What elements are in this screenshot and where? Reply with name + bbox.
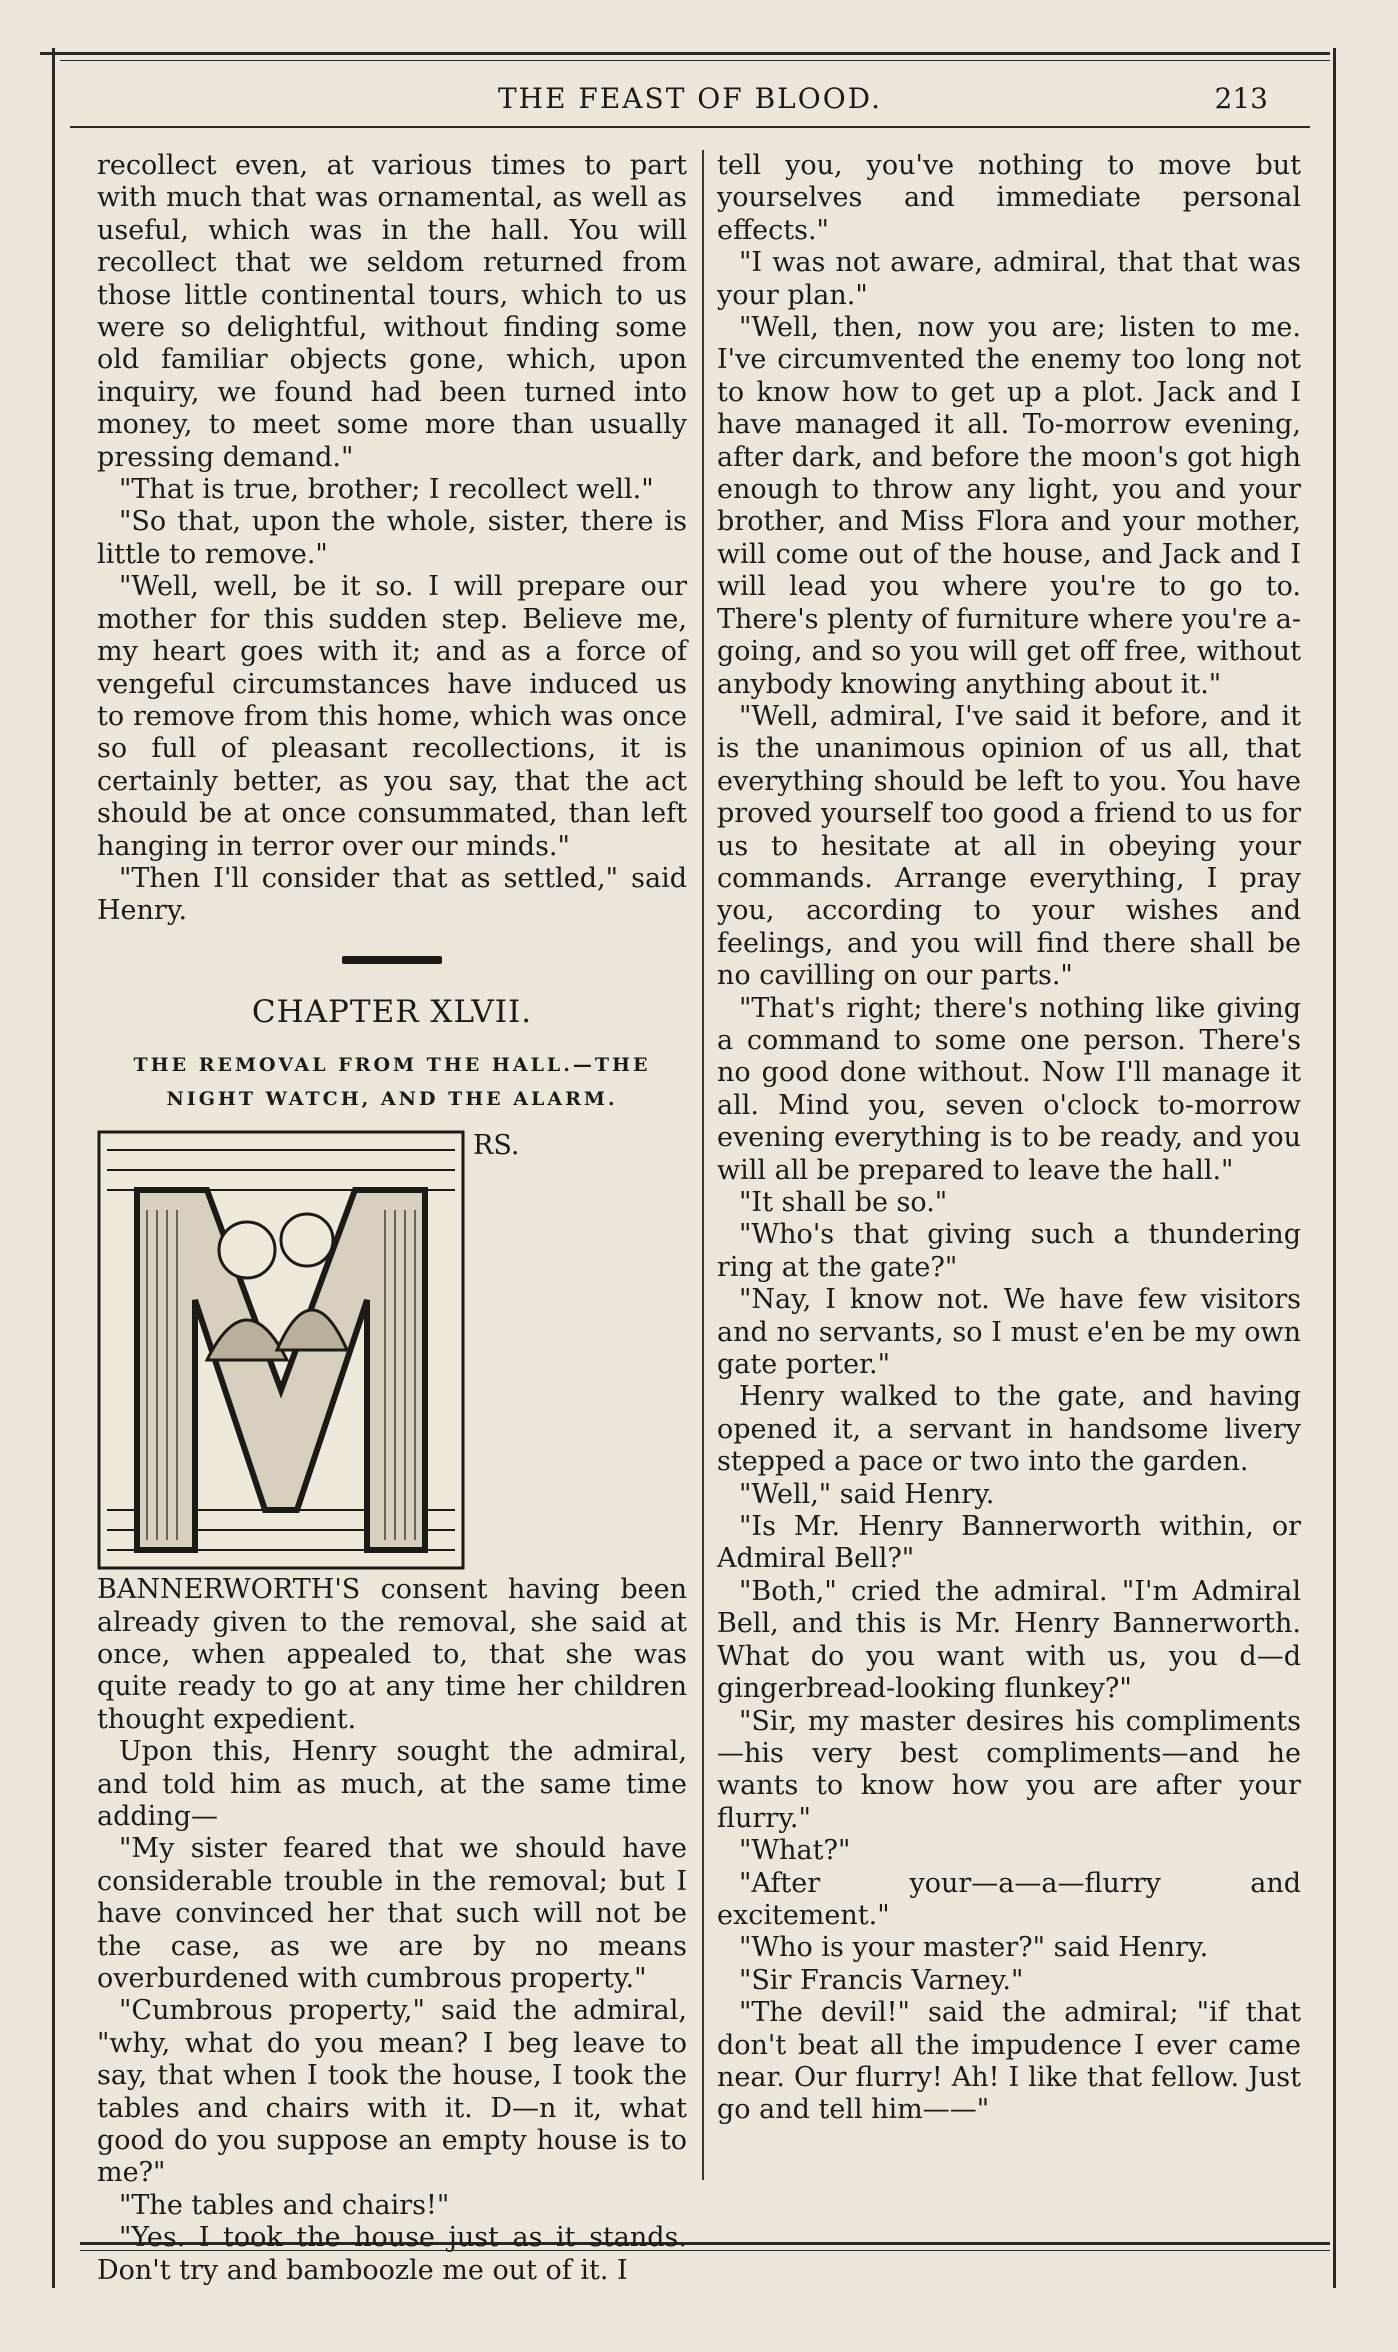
left-column bbox=[97, 150, 687, 2287]
paragraph: "Well, admiral, I've said it before, and it is the unanimous opinion of us all, that everything should be left to you. You have proved yourself too good a friend to us for us to hesitate at all in obeying your commands. Arrange everything, I pray you, according to your wishes and feelings, and you will find there shall be no cavilling on our parts." bbox=[717, 700, 1301, 992]
section-ornament bbox=[342, 956, 442, 964]
top-rule bbox=[40, 52, 1330, 55]
chapter-heading: CHAPTER XLVII. bbox=[251, 993, 533, 1030]
paragraph: "Well, well, be it so. I will prepare our mother for this sudden step. Believe me, my heart goes with it; and as a force of vengeful circumstances have induced us to remove from this home, which was once so full of pleasant recollections, it is certainly better, as you say, that the act should be at once consummated, than left hanging in terror over our minds." bbox=[97, 571, 687, 862]
page-number: 213 bbox=[1214, 82, 1268, 115]
page-header bbox=[70, 82, 1310, 128]
paragraph: "After your—a—a—flurry and excitement." bbox=[717, 1867, 1301, 1931]
illustrated-dropcap bbox=[97, 1130, 465, 1570]
paragraph: "Nay, I know not. We have few visitors and no servants, so I must e'en be my own gate porter." bbox=[717, 1284, 1301, 1381]
paragraph: "That's right; there's nothing like giving a command to some one person. There's no good done without. Now I'll manage it all. Mind you, seven o'clock to-morrow evening everything is to be ready, and you will all be prepared to leave the hall." bbox=[717, 992, 1301, 1186]
paragraph: "Who's that giving such a thundering ring at the gate?" bbox=[717, 1219, 1301, 1283]
paragraph: "Then I'll consider that as settled," said Henry. bbox=[97, 862, 687, 927]
paragraph: "My sister feared that we should have considerable trouble in the removal; but I have convinced her that such will not be the case, as we are by no means overburdened with cumbrous property." bbox=[97, 1833, 687, 1995]
chapter-subtitle-line: NIGHT WATCH, AND THE ALARM. bbox=[166, 1088, 618, 1111]
paragraph: Henry walked to the gate, and having opened it, a servant in handsome livery stepped a pace or two into the garden. bbox=[717, 1381, 1301, 1478]
paragraph: "Is Mr. Henry Bannerworth within, or Admiral Bell?" bbox=[717, 1511, 1301, 1575]
top-rule-thin bbox=[60, 60, 1330, 61]
column-divider bbox=[702, 150, 704, 2180]
paragraph: "Who is your master?" said Henry. bbox=[739, 1932, 1209, 1964]
paragraph: "The tables and chairs!" bbox=[119, 2189, 450, 2221]
paragraph: "So that, upon the whole, sister, there is little to remove." bbox=[97, 506, 687, 570]
paragraph: recollect even, at various times to part with much that was ornamental, as well as useful, which was in the hall. You will recollect that we seldom returned from those little continental tours, which to us were so delightful, without finding some old familiar objects gone, which, upon inquiry, we found had been turned into money, to meet some more than usually pressing demand." bbox=[97, 150, 687, 473]
paragraph: "That is true, brother; I recollect well." bbox=[119, 474, 654, 506]
paragraph: "It shall be so." bbox=[739, 1187, 948, 1218]
dropcap-continuation: RS. BANNERWORTH'S consent having been already given to the removal, she said at once, when appealed to, that she was quite ready to go at any time her children thought expedient. bbox=[97, 1130, 687, 1735]
running-title: THE FEAST OF BLOOD. bbox=[498, 82, 882, 115]
paragraph: "Sir Francis Varney." bbox=[739, 1964, 1024, 1996]
right-column bbox=[717, 150, 1301, 2127]
paragraph: "Both," cried the admiral. "I'm Admiral Bell, and this is Mr. Henry Bannerworth. What do you want with us, you d—d gingerbread-looking flunkey?" bbox=[717, 1575, 1301, 1705]
paragraph: "Cumbrous property," said the admiral, "why, what do you mean? I beg leave to say, that when I took the house, I took the tables and chairs with it. D—n it, what good do you suppose an empty house is to me?" bbox=[97, 1995, 687, 2189]
paragraph: "Well, then, now you are; listen to me. I've circumvented the enemy too long not to know how to get up a plot. Jack and I have managed it all. To-morrow evening, after dark, and before the moon's got high enough to throw any light, you and your brother, and Miss Flora and your mother, will come out of the house, and Jack and I will lead you where you're to go to. There's plenty of furniture where you're a-going, and so you will get off free, without anybody knowing anything about it." bbox=[717, 312, 1301, 700]
paragraph: Upon this, Henry sought the admiral, and told him as much, at the same time adding— bbox=[97, 1736, 687, 1832]
paragraph: "The devil!" said the admiral; "if that don't beat all the impudence I ever came near. Our flurry! Ah! I like that fellow. Just go and tell him——" bbox=[717, 1997, 1301, 2126]
chapter-subtitle-line: THE REMOVAL FROM THE HALL.—THE bbox=[133, 1054, 651, 1077]
paragraph: "What?" bbox=[739, 1835, 851, 1867]
paragraph: "Well," said Henry. bbox=[739, 1478, 995, 1510]
paragraph: "Yes. I took the house just as it stands. Don't try and bamboozle me out of it. I bbox=[97, 2222, 687, 2286]
paragraph: "I was not aware, admiral, that that was your plan." bbox=[717, 247, 1301, 311]
dropcap-paragraph bbox=[97, 1130, 687, 1736]
paragraph: "Sir, my master desires his compliments—his very best compliments—and he wants to know how you are after your flurry." bbox=[717, 1705, 1301, 1834]
chapter-subtitle bbox=[97, 1048, 687, 1116]
paragraph: tell you, you've nothing to move but yourselves and immediate personal effects." bbox=[717, 150, 1301, 246]
dropcap-illustration-icon bbox=[97, 1130, 465, 1570]
